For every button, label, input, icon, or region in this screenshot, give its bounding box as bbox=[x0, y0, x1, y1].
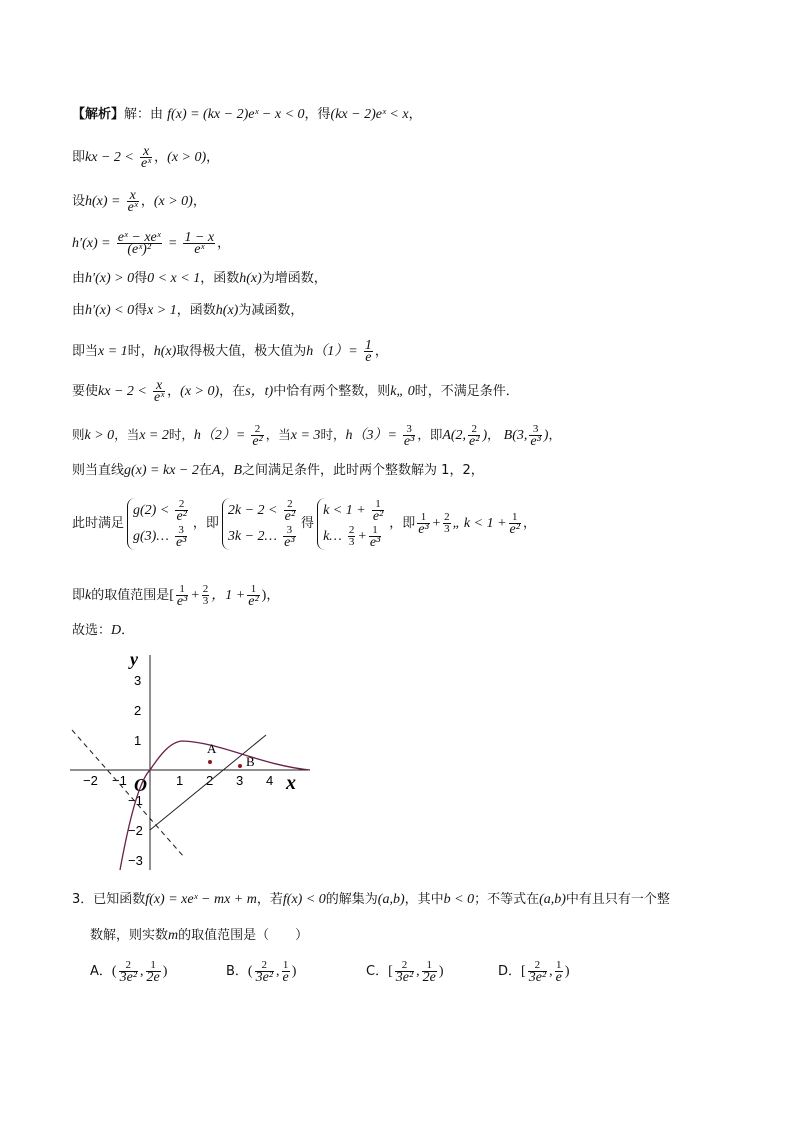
x-tick: 1 bbox=[176, 773, 184, 788]
solution-line-3: 设h(x) = $\frac{x}{\text{eˣ}}$ ，(x > 0)， bbox=[72, 188, 206, 215]
fraction: $\frac{x}{\text{eˣ}}$ bbox=[127, 188, 138, 215]
function-graph bbox=[70, 645, 320, 875]
solution-line-8: 要使kx − 2 < $\frac{x}{\text{eˣ}}$ ，(x > 0)，在s，t)中恰有两个整数，则k„ 0时，不满足条件． bbox=[72, 378, 519, 405]
y-tick: −2 bbox=[128, 823, 143, 838]
solution-line-4: h′(x) = $\frac{\text{eˣ − xeˣ}}{\text{(eˣ)²}}$ = $\frac{1 - x}{\text{eˣ}}$ ， bbox=[72, 230, 231, 257]
x-axis-label: x bbox=[286, 772, 296, 794]
option-a[interactable]: A．( $\frac{2}{\text{3e²}}$ , $\frac{1}{2e}$ ) bbox=[90, 959, 168, 985]
y-tick: 2 bbox=[134, 703, 142, 718]
option-b[interactable]: B．( $\frac{2}{\text{3e²}}$ , $\frac{1}{e}$ ) bbox=[226, 959, 297, 985]
fraction: $\frac{3}{\text{e³}}$ bbox=[403, 423, 415, 449]
fraction: $\frac{1 - x}{\text{eˣ}}$ bbox=[184, 230, 215, 257]
y-axis-label: y bbox=[130, 649, 138, 669]
y-tick: 1 bbox=[134, 733, 142, 748]
solution-line-13: 故选：D． bbox=[72, 623, 135, 638]
y-tick: −1 bbox=[128, 793, 143, 808]
solution-line-10: 则当直线g(x) = kx − 2在A，B之间满足条件，此时两个整数解为 1，2， bbox=[72, 463, 484, 478]
inequality-system-2: 2k − 2 < $\frac{2}{\text{e²}}$ 3k − 2… $\frac{3}{\text{e³}}$ bbox=[222, 498, 298, 550]
inequality-system-3: k < 1 + $\frac{1}{\text{e²}}$ k… $\frac{2}{3}$ + $\frac{1}{\text{e³}}$ bbox=[317, 498, 386, 550]
fraction: $\frac{x}{\text{eˣ}}$ bbox=[153, 378, 165, 405]
solution-line-5: 由h′(x) > 0得0 < x < 1，函数h(x)为增函数， bbox=[72, 271, 327, 286]
solution-line-12: 即k的取值范围是[ $\frac{1}{\text{e³}}$ + $\frac{2}{3}$ ，1 + $\frac{1}{\text{e²}}$ )， bbox=[72, 583, 280, 609]
point-a-label: A bbox=[207, 741, 217, 756]
fraction: $\frac{2}{\text{e²}}$ bbox=[252, 423, 263, 449]
question-3-line-1: 3．已知函数f(x) = xeˣ − mx + m，若f(x) < 0的解集为(a,b)，其中b < 0；不等式在(a,b)中有且只有一个整 bbox=[72, 892, 670, 907]
option-c[interactable]: C．[ $\frac{2}{\text{3e²}}$ , $\frac{1}{2e}$ ) bbox=[366, 959, 444, 985]
y-tick: 3 bbox=[134, 673, 142, 688]
fraction: $\frac{\text{eˣ − xeˣ}}{\text{(eˣ)²}}$ bbox=[117, 230, 161, 257]
solution-line-6: 由h′(x) < 0得x > 1，函数h(x)为减函数， bbox=[72, 303, 304, 318]
y-tick: −3 bbox=[128, 853, 143, 868]
fraction: $\frac{x}{\text{eˣ}}$ bbox=[140, 144, 152, 171]
curve-h bbox=[120, 741, 310, 870]
solution-line-7: 即当x = 1时，h(x)取得极大值，极大值为h（1）= $\frac{1}{e}$ ， bbox=[72, 338, 388, 365]
x-tick: −1 bbox=[112, 773, 127, 788]
option-d[interactable]: D．[ $\frac{2}{\text{3e²}}$ , $\frac{1}{e}$ ) bbox=[498, 959, 570, 985]
fraction: $\frac{1}{e}$ bbox=[364, 338, 372, 365]
solution-line-2: 即kx − 2 < $\frac{x}{\text{eˣ}}$ ，(x > 0)， bbox=[72, 144, 220, 171]
solution-line-1: 【解析】解：由 f(x) = (kx − 2)eˣ − x < 0，得(kx − 2)eˣ < x， bbox=[72, 107, 422, 122]
fraction: $\frac{2}{\text{e²}}$ bbox=[469, 423, 480, 449]
solution-line-11: 此时满足 g(2) < $\frac{2}{\text{e²}}$ g(3)… $\frac{3}{\text{e³}}$ ，即 2k − 2 < $\frac{2}{\text{e²}}$ 3k − 2… $\frac{3}{\text{e³}}$ 得 k < 1 + $\frac{1}{\text{e²}}$ k… $\frac{2}{3}$ + $\frac{1}{\text{e³}}$ ，即 $\frac{1}{\text{e³}}$ + $\frac{2}{3}$ „ k < 1 + $\frac{1}{\text{e²}}$ ， bbox=[72, 497, 536, 550]
x-tick: 2 bbox=[206, 773, 214, 788]
x-tick: −2 bbox=[83, 773, 98, 788]
point-b-label: B bbox=[246, 754, 255, 769]
fraction: $\frac{3}{\text{e³}}$ bbox=[530, 423, 541, 449]
question-3-line-2: 数解，则实数m的取值范围是（ ） bbox=[90, 928, 309, 943]
point-b-marker bbox=[238, 764, 242, 768]
solution-line-9: 则k > 0，当x = 2时，h（2）= $\frac{2}{\text{e²}}$ ，当x = 3时，h（3）= $\frac{3}{\text{e³}}$ ，即A(2, $\frac{2}{\text{e²}}$ )， B(3, $\frac{3}{\text{e³}}$ )， bbox=[72, 423, 561, 449]
x-tick: 4 bbox=[266, 773, 274, 788]
analysis-tag: 【解析】 bbox=[72, 107, 125, 122]
inequality-system-1: g(2) < $\frac{2}{\text{e²}}$ g(3)… $\frac{3}{\text{e³}}$ bbox=[127, 498, 190, 550]
point-a-marker bbox=[208, 760, 212, 764]
x-tick: 3 bbox=[236, 773, 244, 788]
origin-label: O bbox=[134, 775, 147, 795]
